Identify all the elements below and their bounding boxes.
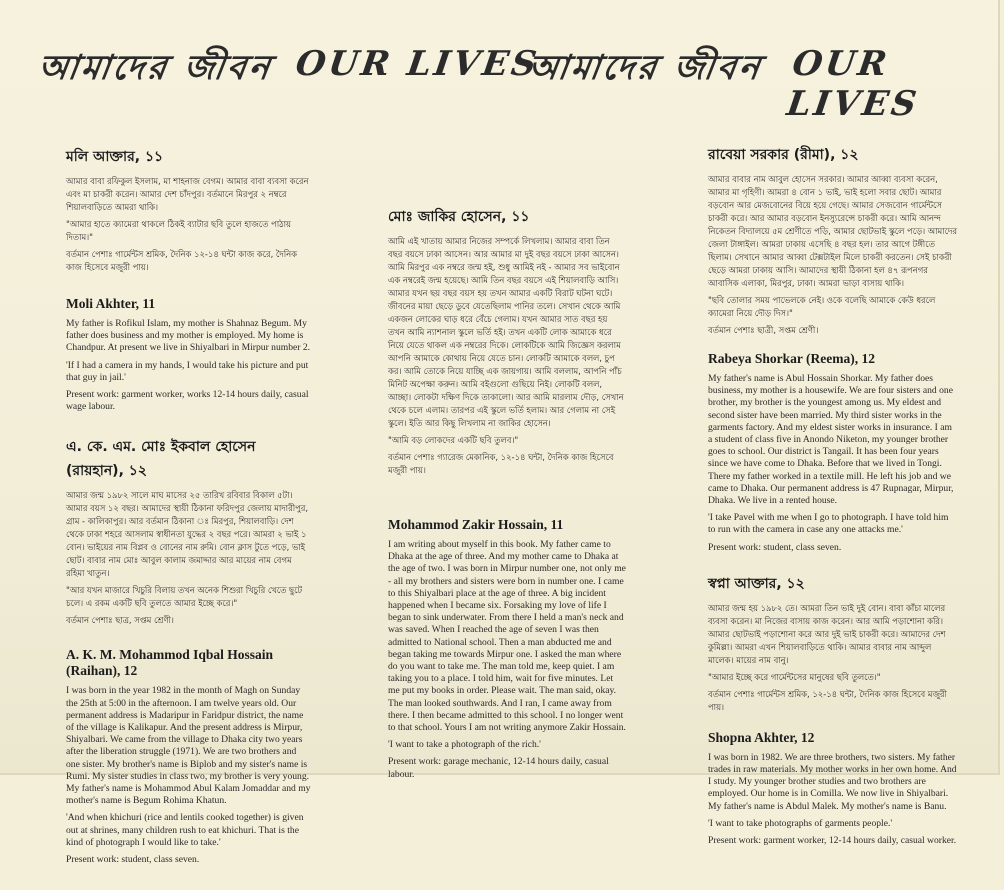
moli-english-work: Present work: garment worker, works 12-14 hours daily, casual wage labour.: [66, 389, 309, 413]
moli-bengali-quote: "আমার হাতে ক্যামেরা থাকলে ঠিকই ব্যাটার ছবি তুলে হাজতে পাঠায় দিতাম।": [66, 219, 291, 242]
moli-english-quote: 'If I had a camera in my hands, I would take his picture and put that guy in jail.': [66, 359, 309, 383]
shopna-english-bio: I was born in 1982. We are three brothers, two sisters. My father trades in raw materials. My mother works in her own home. And I study. My younger brother studies and two brothers are employed. Our home is in Comilla. We now live in Shiyalbari. My father's name is Abdul Malek. My mother's name is Banu.: [708, 751, 957, 812]
iqbal-bengali-quote: "আর যখন মাজারে খিচুরি বিলায় তখন অনেক শিশুরা খিচুরি খেতে ছুটে চলে। এ রকম একটি ছবি তুলতে আমার ইচ্ছে করে।": [66, 585, 303, 609]
moli-english-title: Moli Akhter, 11: [66, 296, 156, 311]
shopna-bengali-bio: আমার জন্ম হয় ১৯৮২ তে। আমরা তিন ভাই দুই বোন। বাবা কাঁচা মালের ব্যবসা করেন। মা নিজের বাসায় কাজ করেন। আর আমি পড়াশোনা করি। আমার ছোটভাই পড়াশোনা করে আর দুই ভাই চাকরী করে। আমাদের দেশ কুমিল্লা। আমরা এখন শিয়ালবাড়িতে থাকি। আমার বাবার নাম আব্দুল মালেক। মায়ের নাম বানু।: [708, 602, 946, 665]
reema-english-title: Rabeya Shorkar (Reema), 12: [708, 351, 875, 366]
heading-our-lives-2: OUR LIVES: [784, 44, 922, 124]
reema-bengali-work: বর্তমান পেশাঃ ছাত্রী, সপ্তম শ্রেণী।: [708, 325, 819, 335]
reema-bengali-bio: আমার বাবার নাম আবুল হোসেন সরকার। আমার আব্বা ব্যবসা করেন, আমার মা গৃহিণী। আমরা ৪ বোন ১ ভাই, ভাই হলো সবার ছোট। আমার বড়বোন আর মেজবোনের বিয়ে হয়ে গেছে। আমার সেজবোন গার্মেন্টসে চাকরী করে। আর আমার বড়বোন ইনস্যুরেন্সে চাকরী করে। আমি আনন্দ নিকেতন বিদ্যালয়ে ৫ম শ্রেণীতে পড়ি, আমার ছোটভাই স্কুলে পড়ে। আমাদের জেলা টাঙ্গাইল। আমরা ঢাকায় এসেছি ৪ বছর হল। তার আগে টঙ্গীতে ছিলাম। সেখানে আমার আব্বা টেক্সটাইল মিলে চাকরী করতেন। সেই চাকরী ছেড়ে আমরা ঢাকায় আসি। আমাদের স্থায়ী ঠিকানা হল ৪৭ রূপনগর আবাসিক এলাকা, মিরপুর, ঢাকা। আমরা ভাড়া বাসায় থাকি।: [708, 174, 957, 288]
shopna-bengali-work: বর্তমান পেশাঃ গার্মেন্টস শ্রমিক, ১২-১৪ ঘন্টা, দৈনিক কাজ হিসেবে মজুরী পায়।: [708, 688, 947, 712]
zakir-english-title: Mohammod Zakir Hossain, 11: [388, 517, 564, 532]
moli-english-bio: My father is Rofikul Islam, my mother is Shahnaz Begum. My father does business and my mother is employed. My home is Chandpur. At present we live in Shiyalbari in Mirpur number 2.: [66, 318, 311, 354]
reema-english-bio: My father's name is Abul Hossain Shorkar. My father does business, my mother is a housewife. We are four sisters and one brother, my brother is the youngest among us. My eldest and second sister have been married. My third sister works in the garments factory. And my eldest sister works in insurance. I am a student of class five in Anondo Niketon, my younger brother goes to school. Our district is Tangail. It has been four years since we have come to Dhaka. Before that we lived in Tongi. There my father worked in a textile mill. He left his job and we came to Dhaka. Our permanent address is 47 Rupnagar, Mirpur, Dhaka. We live in a rented house.: [708, 373, 954, 507]
zakir-english-quote: 'I want to take a photograph of the rich.': [388, 739, 541, 751]
iqbal-english-title: A. K. M. Mohammod Iqbal Hossain (Raihan), 12: [66, 647, 274, 679]
iqbal-english: [66, 647, 312, 866]
shopna-bengali: [708, 572, 958, 714]
zakir-english-bio: I am writing about myself in this book. My father came to Dhaka at the age of three. And my mother came to Dhaka at the age of two. I was born in Mirpur number one, not only me - all my brothers and sisters were born in number one. I came to this Shiyalbari place at the age of three. A big incident happened when I became six. Forsaking my love of life I began to sink underwater. From there I held a man's neck and was saved. When I reached the age of seven I was then admitted to National school. Then a man abducted me and began taking me towards Mirpur one. I asked the man where do you want to take me. The man told me, keep quiet. I am taking you to a place. I told him, wait for five minutes. Let me put my books in order. Please wait. The man said, okay. The man looked southwards. And I ran, I came away from there. I then became admitted to this school. I no longer went to that school. Yours I am not writing anymore Zakir Hossain.: [388, 539, 626, 734]
zakir-bengali-quote: "আমি বড় লোকদের একটি ছবি তুলব।": [388, 435, 519, 445]
iqbal-english-work: Present work: student, class seven.: [66, 854, 200, 866]
reema-bengali-quote: "ছবি তোলার সময় পাভেলকে নেই। ওকে বলেছি আমাকে কেউ ধরলে ক্যামেরা নিয়ে দৌড় দিস।": [708, 295, 936, 318]
shopna-english: [708, 730, 958, 847]
zakir-bengali: [388, 205, 626, 477]
reema-bengali: [708, 143, 958, 337]
iqbal-bengali-bio: আমার জন্ম ১৯৮২ সালে মাঘ মাসের ২৫ তারিখ রবিবার বিকাল ৫টা। আমার বয়স ১২ বছর। আমাদের স্থায়ী ঠিকানা ফরিদপুর জেলায় মাদারীপুর, গ্রাম - কালিকাপুর। আর বর্তমান ঠিকানা ঃ মিরপুর, শিয়ালবাড়ি। দেশ থেকে ঢাকা শহরে আসলাম স্বাধীনতা যুদ্ধের ২ বছর পরে। আমরা ২ ভাই ১ বোন। ভাইয়ের নাম বিপ্লব ও বোনের নাম রুমি। বোন ক্লাস টুতে পড়ে, ভাই ছোট। বাবার নাম মোঃ আবুল কালাম জমাদ্দার আর মায়ের নাম বেগম রহিমা খাতুন।: [66, 490, 309, 579]
reema-english-work: Present work: student, class seven.: [708, 541, 842, 553]
shopna-bengali-quote: "আমার ইচ্ছে করে গার্মেন্টসের মানুষের ছবি তুলতে।": [708, 671, 881, 682]
heading-our-lives-1: OUR LIVES: [293, 44, 542, 84]
zakir-english: [388, 517, 626, 781]
heading-bengali-1: আমাদের জীবন: [35, 48, 275, 88]
shopna-english-quote: 'I want to take photographs of garments people.': [708, 817, 893, 829]
heading-bengali-2: আমাদের জীবন: [525, 48, 765, 88]
moli-bengali: [66, 145, 312, 274]
iqbal-english-quote: 'And when khichuri (rice and lentils cooked together) is given out at shrines, many children rush to eat khichuri. That is the kind of photograph I would like to take.': [66, 812, 304, 848]
shopna-english-work: Present work: garment worker, 12-14 hours daily, casual worker.: [708, 835, 957, 847]
right-column: [708, 143, 958, 871]
left-column: [66, 145, 312, 890]
moli-english: [66, 296, 312, 413]
iqbal-english-bio: I was born in the year 1982 in the month of Magh on Sunday the 25th at 5:00 in the afternoon. I am twelve years old. Our permanent address is Madaripur in Faridpur district, the name of the village is Kalikapur. And the present address is Mirpur, Shiyalbari. We came from the village to Dhaka city two years after the liberation struggle (1971). We are two brothers and one sister. My brother's name is Biplob and my sister's name is Rumi. My sister studies in class two, my brother is very young. My father's name is Mohammod Abul Kalam Jomaddar and my mother's name is Begum Rohima Khatun.: [66, 685, 311, 807]
zakir-english-work: Present work: garage mechanic, 12-14 hours daily, casual labour.: [388, 756, 609, 780]
iqbal-bengali: [66, 435, 312, 627]
zakir-bengali-work: বর্তমান পেশাঃ গ্যারেজ মেকানিক, ১২-১৪ ঘন্টা, দৈনিক কাজ হিসেবে মজুরী পায়।: [388, 452, 614, 475]
iqbal-bengali-title: এ. কে. এম. মোঃ ইকবাল হোসেন (রায়হান), ১২: [66, 439, 256, 480]
moli-bengali-work: বর্তমান পেশাঃ গার্মেন্টস শ্রমিক, দৈনিক ১২-১৪ ঘন্টা কাজ করে, দৈনিক কাজ হিসেবে মজুরী পায়।: [66, 249, 297, 272]
shopna-bengali-title: স্বপ্না আক্তার, ১২: [708, 575, 805, 592]
moli-bengali-title: মলি আক্তার, ১১: [66, 149, 164, 165]
moli-bengali-bio: আমার বাবা রফিকুল ইসলাম, মা শাহনাজ বেগম। আমার বাবা ব্যবসা করেন এবং মা চাকরী করেন। আমার দেশ চাঁদপুর। বর্তমানে মিরপুর ২ নম্বরে শিয়ালবাড়িতে আমরা থাকি।: [66, 176, 309, 212]
zakir-bengali-bio: আমি এই খাতায় আমার নিজের সম্পর্কে লিখলাম। আমার বাবা তিন বছর বয়সে ঢাকা আসেন। আর আমার মা দুই বছর বয়সে ঢাকা আসেন। আমি মিরপুর এক নম্বরে জন্ম হই, শুধু আমিই নই - আমার সব ভাইবোন এক নম্বরেই জন্ম হয়েছে। আমি তিন বছর বয়সে এই শিয়ালবাড়ি আসি। আমার যখন ছয় বছর বয়স হয় তখন আমার একটি বিরাট ঘটনা ঘটে। জীবনের মায়া ছেড়ে ডুবে যেতেছিলাম পানির তলে। সেখান থেকে আমি একজন লোকের ঘাড় ধরে বেঁচে গেলাম। যখন আমার সাত বছর হয় তখন আমি ন্যাশনাল স্কুলে ভর্তি হই। তখন একটি লোক আমাকে ধরে নিয়ে যেতে থাকল এক নম্বরের দিকে। লোকটিকে আমি জিজ্ঞেস করলাম আপনি আমাকে কোথায় নিয়ে যেতে চান। লোকটি আমাকে বলল, চুপ কর। আমি তোকে নিয়ে যাচ্ছি এক জায়গায়। আমি বললাম, আপনি পাঁচ মিনিট অপেক্ষা করুন। আমি বইগুলো গুছিয়ে নিই। লোকটি বলল, আচ্ছা। লোকটা দক্ষিণ দিকে তাকালো। আর আমি মারলাম দৌড়, সেখান থেকে চলে এলাম। তারপর এই স্কুলে ভর্তি হলাম। আর গেলাম না সেই স্কুলে। ইতি আর কিছু লিখলাম না জাকির হোসেন।: [388, 236, 624, 428]
shopna-english-title: Shopna Akhter, 12: [708, 729, 815, 745]
zakir-bengali-title: মোঃ জাকির হোসেন, ১১: [388, 209, 530, 225]
iqbal-bengali-work: বর্তমান পেশাঃ ছাত্র, সপ্তম শ্রেণী।: [66, 615, 174, 626]
reema-bengali-title: রাবেয়া সরকার (রীমা), ১২: [708, 147, 859, 163]
reema-english: [708, 351, 958, 554]
reema-english-quote: 'I take Pavel with me when I go to photograph. I have told him to run with the camera in case any one attacks me.': [708, 512, 949, 536]
middle-column: [388, 205, 626, 805]
